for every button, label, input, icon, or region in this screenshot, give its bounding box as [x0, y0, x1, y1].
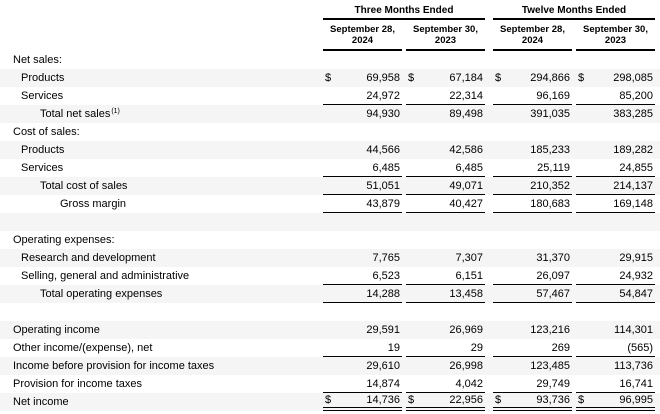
value: 85,200 [619, 90, 653, 102]
value-cell [406, 231, 485, 249]
value: 24,855 [619, 162, 653, 174]
column-spacer [485, 339, 493, 357]
column-spacer [485, 105, 493, 123]
value: 29,610 [366, 360, 400, 372]
column-spacer [655, 285, 660, 303]
value: 25,119 [537, 162, 570, 174]
value-cell [576, 321, 655, 339]
column-spacer [485, 321, 493, 339]
row-label: Cost of sales: [13, 126, 80, 138]
value-cell [406, 177, 485, 195]
value-cell [493, 249, 572, 267]
value: 14,288 [366, 288, 400, 300]
column-spacer [655, 267, 660, 285]
value: (565) [627, 342, 653, 354]
value: 26,969 [449, 324, 483, 336]
value: 6,151 [455, 270, 483, 282]
row-label: Total operating expenses [40, 288, 163, 300]
table-row [0, 69, 660, 87]
row-label: Services [21, 162, 64, 174]
value: 114,301 [614, 324, 653, 336]
table-row [0, 321, 660, 339]
value-cell [493, 213, 572, 231]
value-cell [406, 375, 485, 393]
value-cell [406, 249, 485, 267]
value-cell [406, 105, 485, 123]
value: 44,566 [366, 144, 400, 156]
value-cell [576, 195, 655, 213]
column-spacer [485, 159, 493, 177]
value: 29,591 [366, 324, 400, 336]
column-spacer [485, 195, 493, 213]
table-row [0, 285, 660, 303]
value: 269 [551, 342, 570, 354]
column-spacer [655, 249, 660, 267]
dollar-sign: $ [325, 394, 332, 406]
dollar-sign: $ [325, 72, 332, 84]
column-spacer [655, 357, 660, 375]
col-header-fy-2023: September 30, 2023 [576, 20, 655, 51]
dollar-sign: $ [495, 394, 502, 406]
value-cell [493, 231, 572, 249]
value-cell [323, 231, 402, 249]
col-group-three-months: Three Months Ended [323, 5, 485, 20]
value: 383,285 [613, 108, 653, 120]
value-cell [493, 51, 572, 69]
row-label: Products [21, 72, 65, 84]
value-cell [406, 51, 485, 69]
value-cell [406, 285, 485, 303]
value: 54,847 [619, 288, 653, 300]
row-label: Operating expenses: [13, 234, 115, 246]
value-cell [493, 285, 572, 303]
value-cell [323, 303, 402, 321]
row-label: Gross margin [60, 198, 127, 210]
value-cell [323, 141, 402, 159]
value: 67,184 [449, 72, 483, 84]
dollar-sign: $ [578, 72, 585, 84]
value: 96,169 [536, 90, 570, 102]
value-cell [576, 285, 655, 303]
col-header-q-2023: September 30, 2023 [406, 20, 485, 51]
value: 57,467 [536, 288, 570, 300]
column-spacer [655, 69, 660, 87]
column-spacer [655, 303, 660, 321]
column-spacer [485, 357, 493, 375]
value-cell [576, 267, 655, 285]
row-label [0, 213, 323, 231]
value-cell [323, 285, 402, 303]
column-spacer [655, 195, 660, 213]
value: 6,485 [455, 162, 483, 174]
value-cell [493, 195, 572, 213]
column-spacer [655, 87, 660, 105]
table-row [0, 159, 660, 177]
value-cell [323, 195, 402, 213]
row-label: Income before provision for income taxes [13, 360, 215, 372]
value-cell [493, 357, 572, 375]
value-cell [406, 69, 485, 87]
row-label: Research and development [21, 252, 156, 264]
value: 4,042 [455, 378, 483, 390]
value: 29,749 [536, 378, 570, 390]
column-spacer [485, 177, 493, 195]
value: 22,956 [449, 394, 483, 406]
col-group-twelve-months: Twelve Months Ended [493, 5, 655, 20]
value-cell [406, 141, 485, 159]
column-spacer [655, 177, 660, 195]
row-label: Total net sales$^{(1)}$ [40, 108, 120, 120]
row-label: Products [21, 144, 65, 156]
value-cell [406, 339, 485, 357]
row-label: Services [21, 90, 64, 102]
value-cell [576, 87, 655, 105]
row-label: Net sales: [13, 54, 62, 66]
value-cell [323, 123, 402, 141]
value-cell [493, 69, 572, 87]
value: 26,998 [449, 360, 483, 372]
value-cell [576, 141, 655, 159]
value-cell [576, 249, 655, 267]
value-cell [576, 177, 655, 195]
column-spacer [655, 231, 660, 249]
column-spacer [655, 159, 660, 177]
col-header-fy-2024: September 28, 2024 [493, 20, 572, 51]
value-cell [406, 87, 485, 105]
value: 294,866 [530, 72, 570, 84]
value-cell [323, 321, 402, 339]
value-cell [406, 267, 485, 285]
column-spacer [485, 69, 493, 87]
value: 189,282 [613, 144, 653, 156]
value-cell [493, 393, 572, 411]
value-cell [493, 177, 572, 195]
table-row [0, 267, 660, 285]
value: 180,683 [530, 198, 570, 210]
value-cell [576, 375, 655, 393]
value-cell [493, 375, 572, 393]
value-cell [323, 105, 402, 123]
value-cell [576, 303, 655, 321]
value-cell [576, 69, 655, 87]
column-spacer [485, 213, 493, 231]
value: 19 [387, 342, 400, 354]
value-cell [576, 357, 655, 375]
value-cell [323, 339, 402, 357]
value-cell [493, 321, 572, 339]
value-cell [576, 339, 655, 357]
value-cell [406, 357, 485, 375]
value-cell [323, 375, 402, 393]
value-cell [493, 105, 572, 123]
value: 96,995 [619, 394, 653, 406]
value-cell [323, 159, 402, 177]
column-spacer [655, 339, 660, 357]
column-spacer [655, 375, 660, 393]
value-cell [493, 87, 572, 105]
value: 94,930 [366, 108, 400, 120]
value-cell [323, 249, 402, 267]
value: 7,765 [372, 252, 400, 264]
value: 16,741 [619, 378, 653, 390]
spacer-row [0, 303, 660, 321]
column-spacer [485, 375, 493, 393]
value-cell [406, 159, 485, 177]
value: 6,485 [372, 162, 400, 174]
value: 185,233 [530, 144, 570, 156]
spacer-row [0, 213, 660, 231]
value: 42,586 [449, 144, 483, 156]
table-row [0, 87, 660, 105]
value-cell [323, 357, 402, 375]
column-spacer [655, 51, 660, 69]
value: 31,370 [536, 252, 570, 264]
value: 123,485 [530, 360, 570, 372]
col-header-q-2024: September 28, 2024 [323, 20, 402, 51]
value: 93,736 [536, 394, 570, 406]
value-cell [323, 69, 402, 87]
value: 24,932 [619, 270, 653, 282]
row-label [0, 303, 323, 321]
value-cell [576, 393, 655, 411]
row-label: Net income [13, 396, 69, 408]
column-spacer [655, 141, 660, 159]
row-label: Other income/(expense), net [13, 342, 153, 354]
value-cell [323, 213, 402, 231]
value-cell [576, 231, 655, 249]
value-cell [406, 393, 485, 411]
dollar-sign: $ [578, 394, 585, 406]
value: 210,352 [530, 180, 570, 192]
value-cell [323, 87, 402, 105]
dollar-sign: $ [495, 72, 502, 84]
column-spacer [485, 141, 493, 159]
table-row [0, 195, 660, 213]
column-spacer [655, 123, 660, 141]
value-cell [576, 51, 655, 69]
value: 214,137 [613, 180, 653, 192]
value: 51,051 [366, 180, 400, 192]
column-group-header-row [0, 5, 660, 20]
column-spacer [485, 231, 493, 249]
value: 298,085 [613, 72, 653, 84]
column-spacer [655, 105, 660, 123]
value: 391,035 [530, 108, 570, 120]
value: 69,958 [366, 72, 400, 84]
column-spacer [655, 213, 660, 231]
value-cell [493, 339, 572, 357]
value-cell [493, 141, 572, 159]
value: 7,307 [455, 252, 483, 264]
value-cell [406, 213, 485, 231]
table-row [0, 357, 660, 375]
value-cell [406, 195, 485, 213]
value: 43,879 [366, 198, 400, 210]
table-row [0, 123, 660, 141]
table-row [0, 231, 660, 249]
value-cell [576, 105, 655, 123]
value-cell [576, 123, 655, 141]
value: 24,972 [366, 90, 400, 102]
value-cell [323, 267, 402, 285]
column-spacer [485, 303, 493, 321]
dollar-sign: $ [408, 394, 415, 406]
value: 113,736 [614, 360, 653, 372]
value: 169,148 [613, 198, 653, 210]
date-header-row [0, 20, 660, 51]
value-cell [493, 267, 572, 285]
value-cell [323, 51, 402, 69]
column-spacer [485, 285, 493, 303]
table-body [0, 51, 660, 411]
value-cell [493, 303, 572, 321]
table-row [0, 375, 660, 393]
value-cell [406, 321, 485, 339]
value: 14,874 [366, 378, 400, 390]
column-spacer [485, 87, 493, 105]
value: 40,427 [449, 198, 483, 210]
value-cell [406, 123, 485, 141]
column-spacer [485, 51, 493, 69]
value: 29,915 [619, 252, 653, 264]
table-row [0, 393, 660, 411]
dollar-sign: $ [408, 72, 415, 84]
value-cell [323, 393, 402, 411]
row-label: Operating income [13, 324, 100, 336]
table-row [0, 249, 660, 267]
value: 123,216 [530, 324, 570, 336]
column-spacer [485, 267, 493, 285]
value: 26,097 [536, 270, 570, 282]
value-cell [493, 123, 572, 141]
table-row [0, 105, 660, 123]
table-row [0, 141, 660, 159]
value: 14,736 [366, 394, 400, 406]
row-label: Total cost of sales [40, 180, 128, 192]
value-cell [576, 213, 655, 231]
value-cell [576, 159, 655, 177]
column-spacer [485, 123, 493, 141]
table-row [0, 177, 660, 195]
table-row [0, 51, 660, 69]
table-row [0, 339, 660, 357]
row-label: Provision for income taxes [13, 378, 142, 390]
value-cell [406, 303, 485, 321]
value: 89,498 [449, 108, 483, 120]
value: 29 [470, 342, 483, 354]
value-cell [323, 177, 402, 195]
row-label: Selling, general and administrative [21, 270, 190, 282]
column-spacer [485, 393, 493, 411]
value: 13,458 [449, 288, 483, 300]
value: 6,523 [372, 270, 400, 282]
footnote-ref: (1) [111, 108, 120, 115]
value-cell [493, 159, 572, 177]
column-spacer [485, 249, 493, 267]
value: 49,071 [449, 180, 483, 192]
column-spacer [655, 321, 660, 339]
column-spacer [655, 393, 660, 411]
value: 22,314 [449, 90, 483, 102]
